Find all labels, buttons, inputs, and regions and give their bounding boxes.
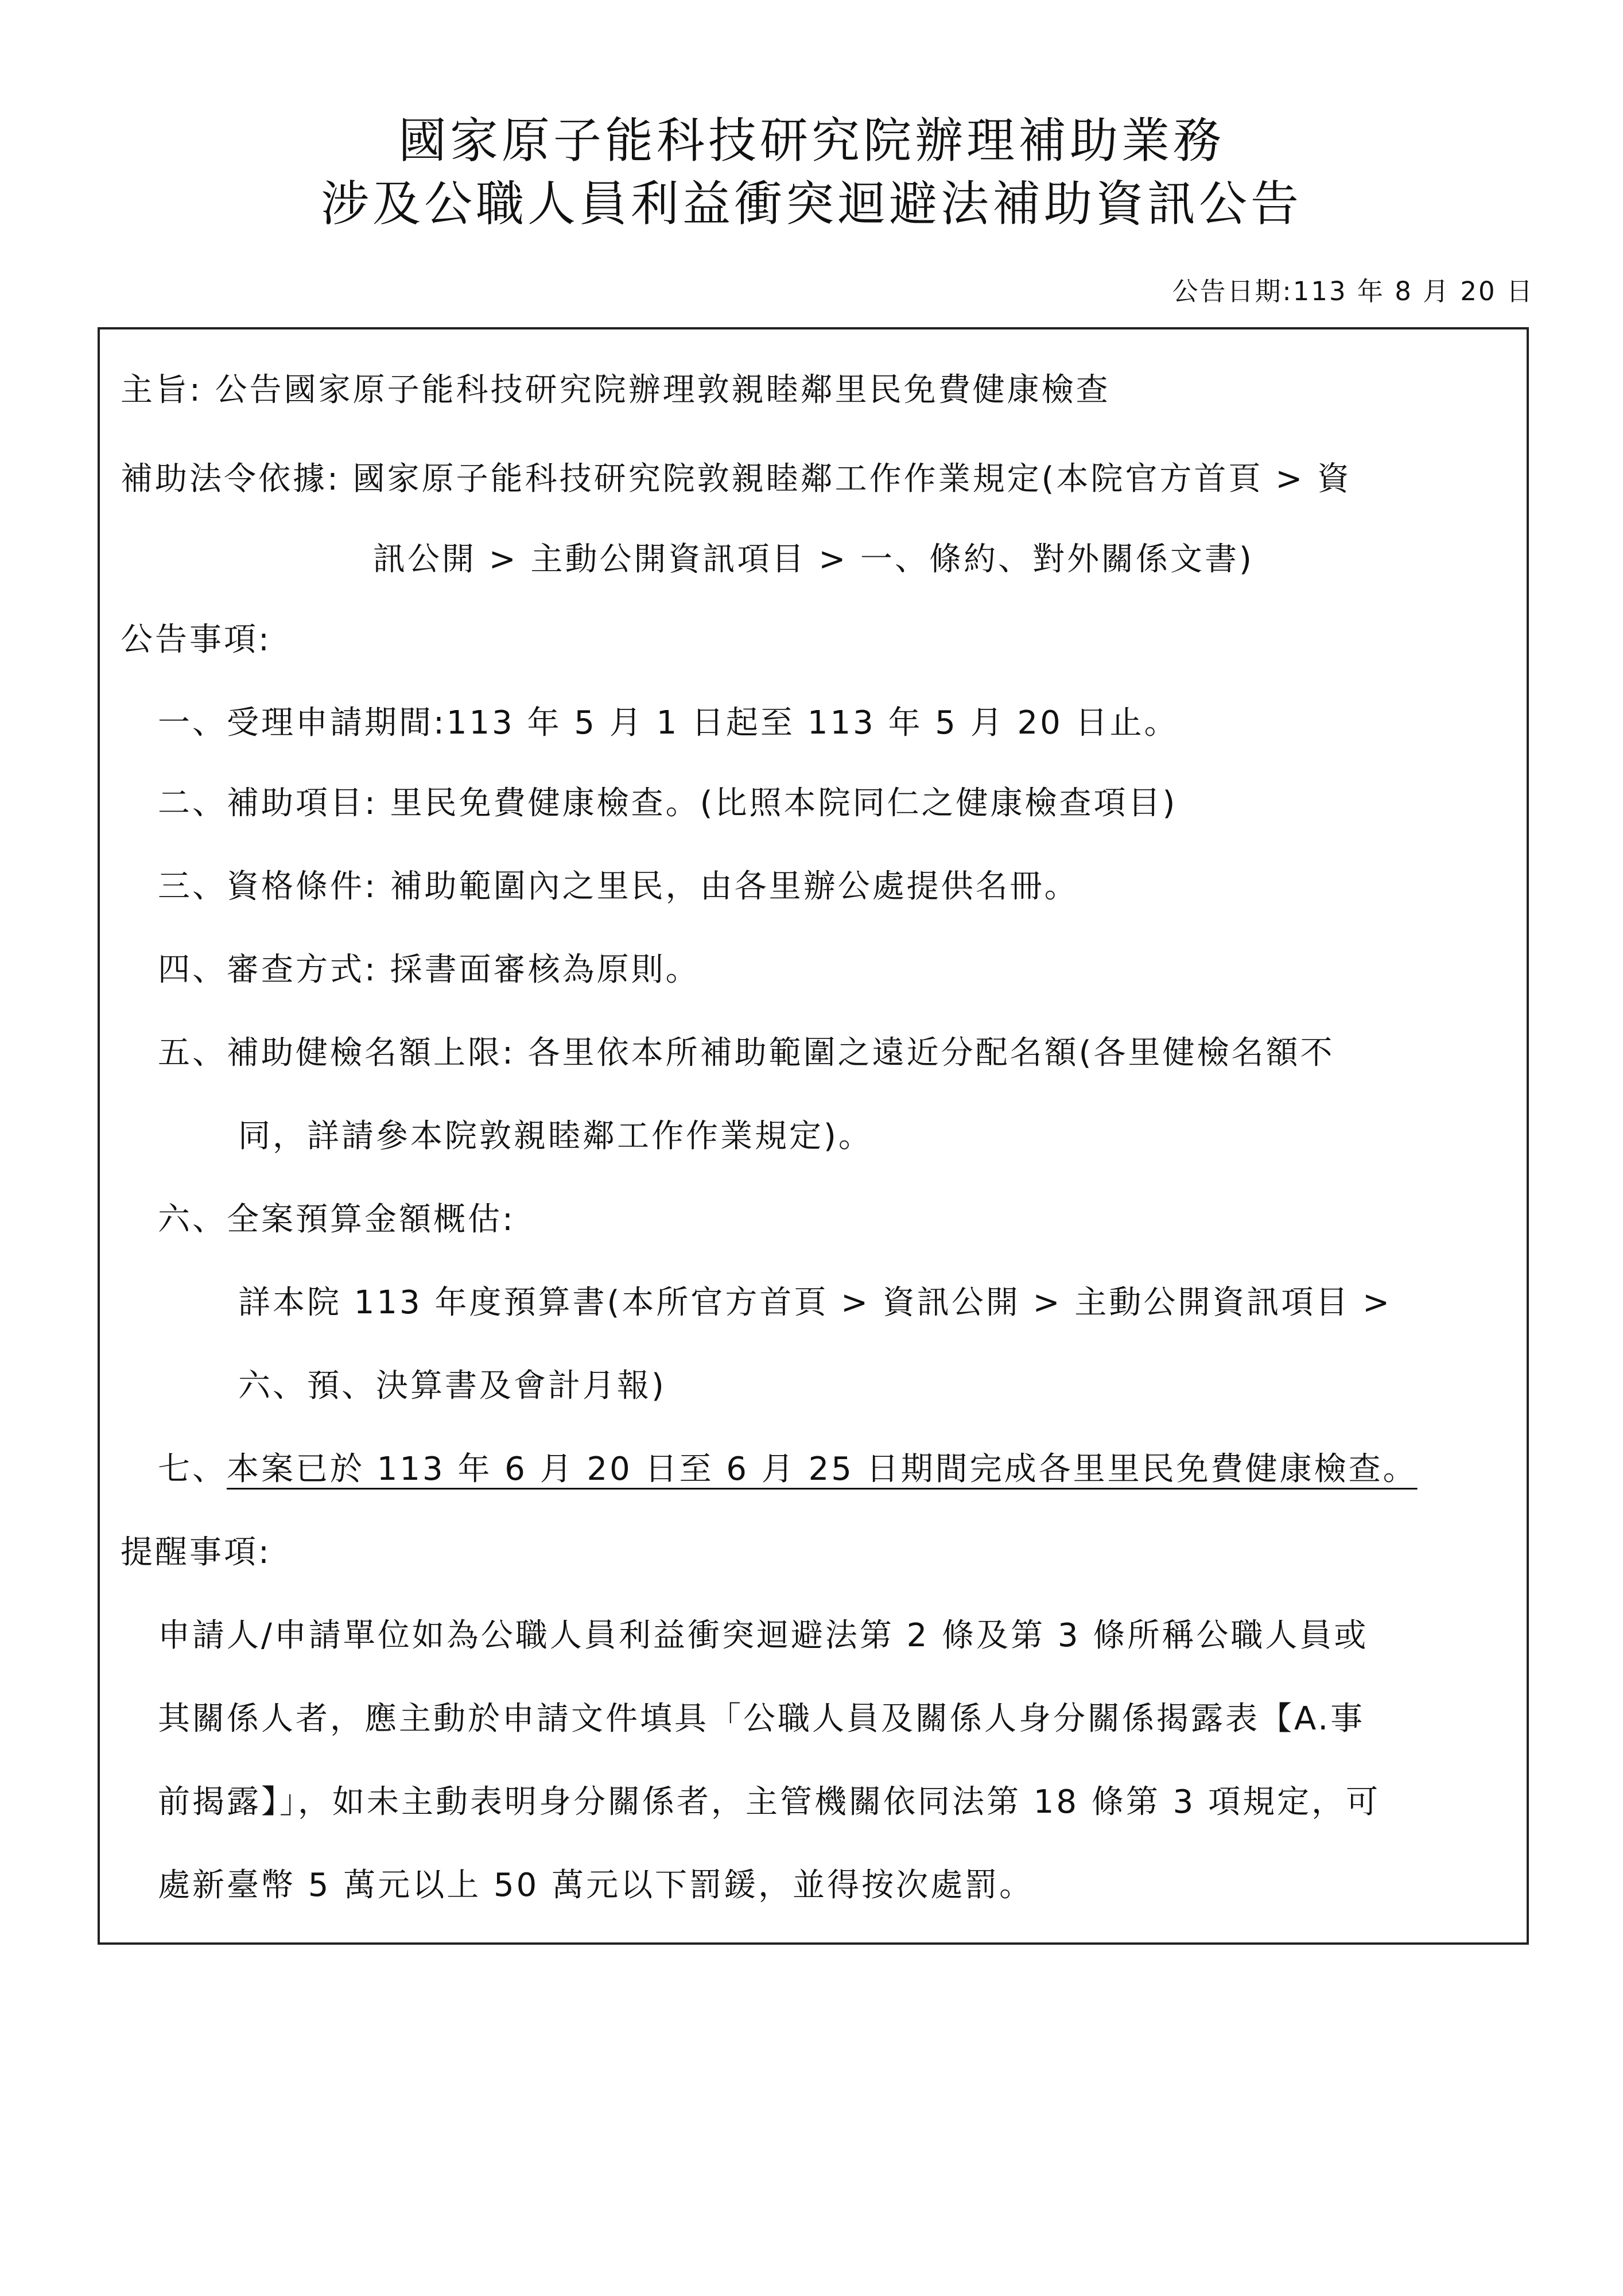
document-title-line-2: 涉及公職人員利益衝突迴避法補助資訊公告 <box>320 176 1302 232</box>
item-7 <box>158 1446 1418 1492</box>
item-1: 一、受理申請期間:113 年 5 月 1 日起至 113 年 5 月 20 日止。 <box>158 704 1179 742</box>
item-3: 三、資格條件: 補助範圍內之里民，由各里辦公處提供名冊。 <box>158 868 1079 905</box>
items-heading: 公告事項: <box>121 621 271 658</box>
item-7-prefix: 七、 <box>158 1450 227 1488</box>
reminder-heading: 提醒事項: <box>121 1534 271 1571</box>
document-title-line-1: 國家原子能科技研究院辦理補助業務 <box>398 113 1225 169</box>
reminder-line-4: 處新臺幣 5 萬元以上 50 萬元以下罰鍰，並得按次處罰。 <box>158 1867 1034 1904</box>
item-6-line-1: 六、全案預算金額概估: <box>158 1201 515 1238</box>
reminder-line-3: 前揭露】」，如未主動表明身分關係者，主管機關依同法第 18 條第 3 項規定，可 <box>158 1783 1381 1821</box>
item-6-line-3: 六、預、決算書及會計月報) <box>238 1367 666 1405</box>
item-5-line-2: 同，詳請參本院敦親睦鄰工作作業規定)。 <box>238 1118 873 1155</box>
item-6-line-2: 詳本院 113 年度預算書(本所官方首頁 > 資訊公開 > 主動公開資訊項目 > <box>238 1284 1392 1321</box>
item-2: 二、補助項目: 里民免費健康檢查。(比照本院同仁之健康檢查項目) <box>158 785 1178 822</box>
item-4: 四、審查方式: 採書面審核為原則。 <box>158 951 700 988</box>
announcement-date: 公告日期:113 年 8 月 20 日 <box>1172 276 1534 307</box>
legal-basis-line-2: 訊公開 > 主動公開資訊項目 > 一、條約、對外關係文書) <box>373 541 1254 578</box>
item-7-text: 本案已於 113 年 6 月 20 日至 6 月 25 日期間完成各里里民免費健康檢查。 <box>227 1450 1418 1488</box>
reminder-line-2: 其關係人者，應主動於申請文件填具「公職人員及關係人身分關係揭露表【A.事 <box>158 1700 1365 1737</box>
subject-line: 主旨: 公告國家原子能科技研究院辦理敦親睦鄰里民免費健康檢查 <box>121 371 1111 409</box>
reminder-line-1: 申請人/申請單位如為公職人員利益衝突迴避法第 2 條及第 3 條所稱公職人員或 <box>158 1617 1369 1654</box>
item-5-line-1: 五、補助健檢名額上限: 各里依本所補助範圍之遠近分配名額(各里健檢名額不 <box>158 1034 1335 1072</box>
legal-basis-line-1: 補助法令依據: 國家原子能科技研究院敦親睦鄰工作作業規定(本院官方首頁 > 資 <box>121 460 1352 498</box>
